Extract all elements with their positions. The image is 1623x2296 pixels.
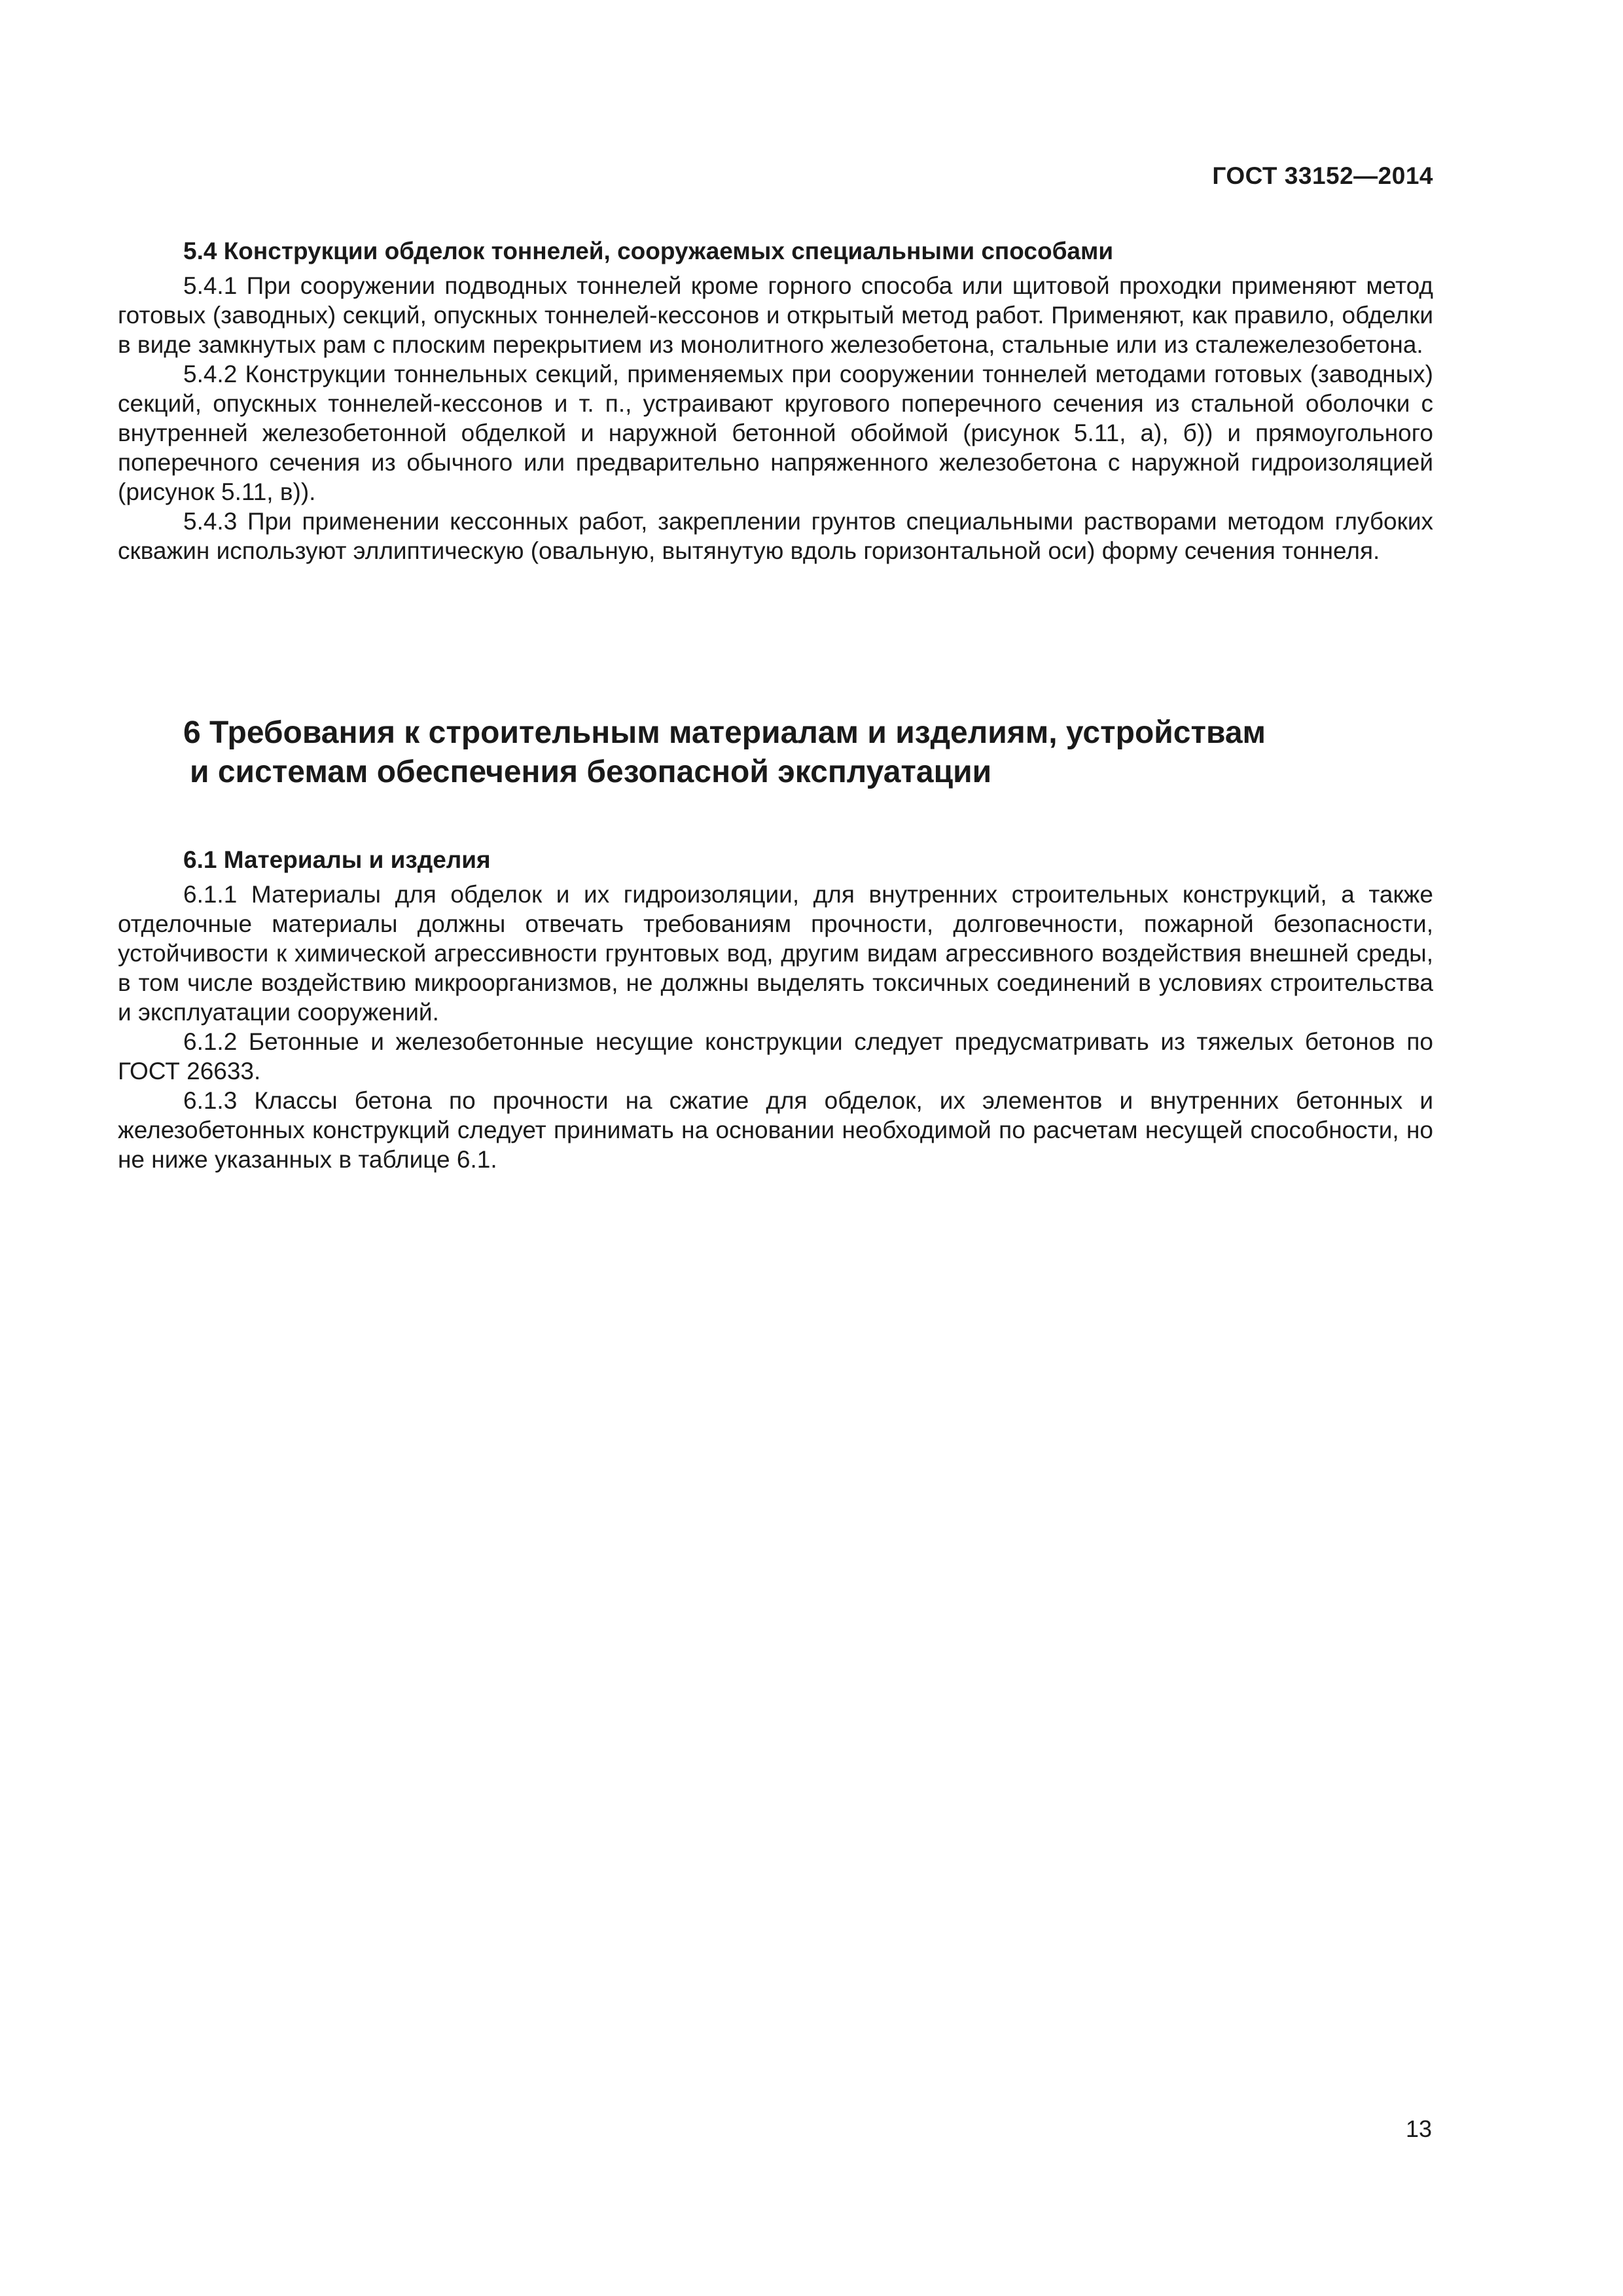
paragraph-5-4-3: 5.4.3 При применении кессонных работ, закреплении грунтов специальными растворами методом глубоких скважин используют эллиптическую (овальную, вытянутую вдоль горизонтальной оси) форму сечения тоннеля.	[118, 508, 1433, 564]
paragraph-5-4-2: 5.4.2 Конструкции тоннельных секций, применяемых при сооружении тоннелей методами готовых (заводных) секций, опускных тоннелей-кессонов и т. п., устраивают кругового поперечного сечения из стальной оболочки с внутренней железобетонной обделкой и наружной бетонной обоймой (рисунок 5.11, а), б)) и прямоугольного поперечного сечения из обычного или предварительно напряженного железобетона с наружной гидроизоляцией (рисунок 5.11, в)).	[118, 361, 1433, 505]
paragraph-5-4-1: 5.4.1 При сооружении подводных тоннелей кроме горного способа или щитовой проходки применяют метод готовых (заводных) секций, опускных тоннелей-кессонов и открытый метод работ. Применяют, как правило, обделки в виде замкнутых рам с плоским перекрытием из монолитного железобетона, стальные или из сталежелезобетона.	[118, 272, 1433, 358]
section-5-4	[118, 236, 1433, 565]
section-6-1-heading: 6.1 Материалы и изделия	[183, 846, 491, 873]
paragraph-6-1-3: 6.1.3 Классы бетона по прочности на сжатие для обделок, их элементов и внутренних бетонных и железобетонных конструкций следует принимать на основании необходимой по расчетам несущей способности, но не ниже указанных в таблице 6.1.	[118, 1087, 1433, 1173]
paragraph-6-1-1: 6.1.1 Материалы для обделок и их гидроизоляции, для внутренних строительных конструкций, а также отделочные материалы должны отвечать требованиям прочности, долговечности, пожарной безопасности, устойчивости к химической агрессивности грунтовых вод, другим видам агрессивного воздействия внешней среды, в том числе воздействию микроорганизмов, не должны выделять токсичных соединений в условиях строительства и эксплуатации сооружений.	[118, 881, 1433, 1026]
section-6-heading	[118, 713, 1433, 792]
section-5-4-heading: 5.4 Конструкции обделок тоннелей, сооружаемых специальными способами	[183, 238, 1114, 264]
section-6	[118, 713, 1433, 1174]
section-6-heading-line1: 6 Требования к строительным материалам и изделиям, устройствам	[183, 715, 1266, 750]
paragraph-6-1-2: 6.1.2 Бетонные и железобетонные несущие конструкции следует предусматривать из тяжелых бетонов по ГОСТ 26633.	[118, 1028, 1433, 1085]
document-code-header: ГОСТ 33152—2014	[1212, 162, 1433, 189]
page-number: 13	[1405, 2115, 1432, 2142]
section-6-heading-line2: и системам обеспечения безопасной эксплуатации	[190, 755, 992, 789]
